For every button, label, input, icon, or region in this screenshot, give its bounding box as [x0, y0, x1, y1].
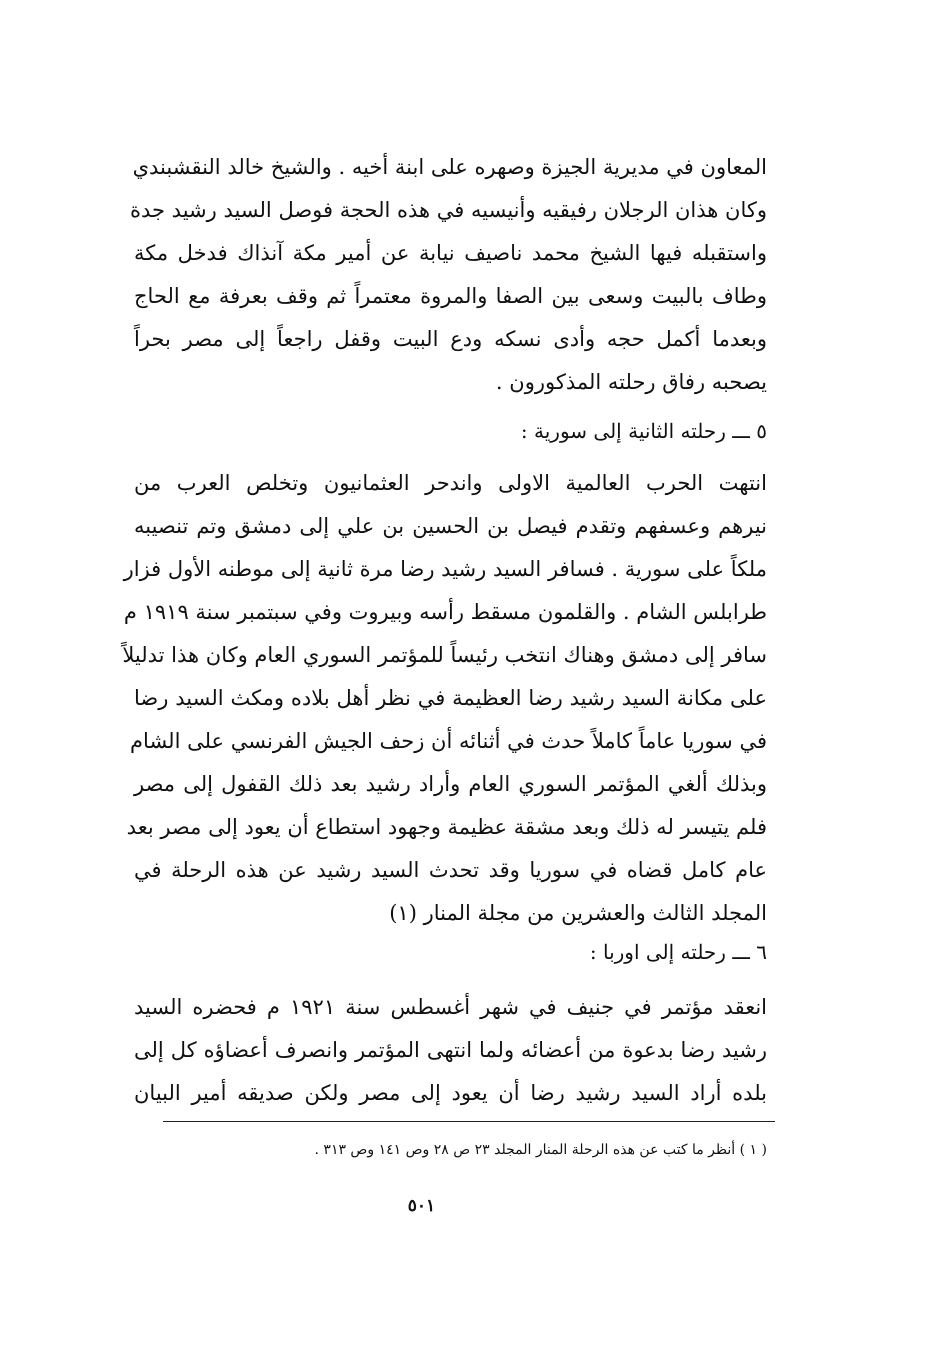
text-line: انعقد مؤتمر في جنيف في شهر أغسطس سنة ١٩٢١ م فحضره السيد	[134, 995, 768, 1019]
text-line: رشيد رضا بدعوة من أعضائه ولما انتهى المؤتمر وانصرف أعضاؤه كل إلى	[134, 1038, 767, 1062]
text-line: عام كامل قضاه في سوريا وقد تحدث السيد رشيد عن هذه الرحلة في	[134, 858, 767, 882]
text-line: واستقبله فيها الشيخ محمد ناصيف نيابة عن أمير مكة آنذاك فدخل مكة	[134, 241, 767, 265]
text-line: على مكانة السيد رشيد رضا العظيمة في نظر أهل بلاده ومكث السيد رضا	[134, 686, 767, 710]
text-line: ملكاً على سورية . فسافر السيد رشيد رضا مرة ثانية إلى موطنه الأول فزار	[123, 557, 767, 581]
page-number: ٥٠١	[407, 1196, 436, 1216]
paragraph-europe-trip	[134, 986, 767, 1115]
footnote: ( ١ ) أنظر ما كتب عن هذه الرحلة المنار المجلد ٢٣ ص ٢٨ وص ١٤١ وص ٣١٣ .	[314, 1142, 767, 1158]
text-line: في سوريا عاماً كاملاً حدث في أثنائه أن زحف الجيش الفرنسي على الشام	[130, 729, 767, 753]
text-line: فلم يتيسر له ذلك وبعد مشقة عظيمة وجهود استطاع أن يعود إلى مصر بعد	[126, 815, 767, 839]
text-line: المجلد الثالث والعشرين من مجلة المنار (١)	[389, 901, 767, 925]
text-line: وكان هذان الرجلان رفيقيه وأنيسيه في هذه الحجة فوصل السيد رشيد جدة	[129, 198, 767, 222]
section-heading-5: ٥ ـــ رحلته الثانية إلى سورية :	[520, 419, 767, 443]
text-line: المعاون في مديرية الجيزة وصهره على ابنة أخيه . والشيخ خالد النقشبندي	[132, 155, 767, 179]
text-line: بلده أراد السيد رشيد رضا أن يعود إلى مصر ولكن صديقه أمير البيان	[134, 1081, 767, 1105]
text-line: نيرهم وعسفهم وتقدم فيصل بن الحسين بن علي إلى دمشق وتم تنصيبه	[134, 514, 767, 538]
text-line: وطاف بالبيت وسعى بين الصفا والمروة معتمراً ثم وقف بعرفة مع الحاج	[134, 284, 767, 308]
text-line: انتهت الحرب العالمية الاولى واندحر العثمانيون وتخلص العرب من	[134, 471, 767, 495]
footnote-separator	[163, 1121, 775, 1122]
paragraph-syria-trip	[122, 462, 767, 935]
section-heading-6: ٦ ـــ رحلته إلى اوربا :	[589, 940, 767, 964]
paragraph-hajj-return	[129, 146, 767, 404]
text-line: سافر إلى دمشق وهناك انتخب رئيساً للمؤتمر السوري العام وكان هذا تدليلاً	[122, 643, 767, 667]
text-line: يصحبه رفاق رحلته المذكورون .	[495, 370, 767, 394]
text-line: وبعدما أكمل حجه وأدى نسكه ودع البيت وقفل راجعاً إلى مصر بحراً	[134, 327, 767, 351]
text-line: وبذلك ألغي المؤتمر السوري العام وأراد رشيد بعد ذلك القفول إلى مصر	[134, 772, 767, 796]
text-line: طرابلس الشام . والقلمون مسقط رأسه وبيروت وفي سبتمبر سنة ١٩١٩ م	[123, 600, 767, 624]
